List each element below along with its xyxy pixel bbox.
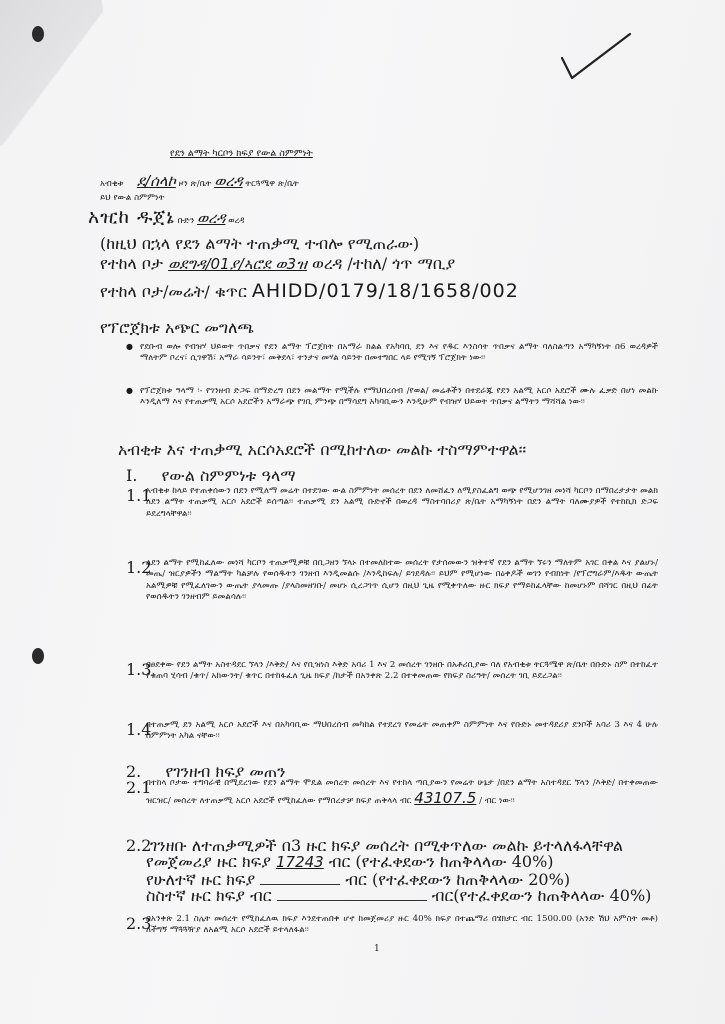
clause-1-3: በፀደቀው የደን ልማት አስተዳደር ኘላን /እቅድ/ እና የቢዝነስ እቅድ አባሪ 1 እና 2 መሰረት ገንዘቡ በአቶሪቢያው ባለ የአብቂቱ ትርጓሜዋ ጽ/ቤት በቡድኑ ስም በተከፈተ የቁጠባ ሂሳብ /ቁጥ/ አከውንት/ ቁጥር በተከፋፈለ ጊዜ ክፍያ /ከታች በአንቀጽ 2.2 በተቀመጠው የክፍያ ስሪዓት/ መሰረት ገቢ ይደረጋል፡፡ xyxy=(146,660,658,682)
agreement-line: አብቂቱ እና ተጠቃሚ አርሶአደሮች በሚከተለው መልኩ ተስማምተዋል፡፡ xyxy=(118,440,527,459)
payment-round-3: ስስተኛ ዙር ክፍያ ብር ብር(የተፈቀደውን ከጠቅላላው 40%) xyxy=(146,886,652,905)
project-summary-heading: የፕሮጀክቱ አጭር መግለጫ xyxy=(100,318,254,337)
clause-2-2-intro: ገንዘቡ ለተጠቃሚዎች በ3 ዙር ክፍያ መሰረት በሚቀጥለው መልኩ ይተላለፋላቸዋል xyxy=(150,836,624,855)
clause-1-4-number: 1.4 xyxy=(126,720,152,739)
clause-1-1-number: 1.1 xyxy=(126,486,152,505)
clause-1-4: በተጠቃሚ ደን አልሚ አርሶ አደሮች እና በአካባቢው ማህበረሰብ መካከል የተደረገ የመሬት መጠቀም ስምምነት እና የቡድኑ መተዳደሪያ ደንቦች አባሪ 3 እና 4 ሁሉ ስምምነት አካል ናቸው፡፡ xyxy=(146,720,658,742)
page-number: 1 xyxy=(374,944,380,954)
clause-1-2: ለደን ልማት የሚከፈለው መነሻ ካርቦን ተጠቃሚዎቹ በቢጋዘን ኘላኑ በተመለከተው መሰረት የታሰመውን ዝቅተኛ የደን ልማት ኘሩን ማለትም አገር በቀል እና ያልሆኑ/መጤ/ ዝርያዎችን ማልማት ካልቻሉ የወሰዱትን ገንዘብ እንዲመልሱ /እንዲከፍሉ/ ይገደዳሉ፡፡ ይህም የሚሆነው በዕቀዶች ወገን የብክነት /የፕሮግራም/እዱት ውጤት አልሚዎቹ የሚፈለገውን ውጤት ያላመጡ /ያላስመዘገቡ/ መሆኑ ሲረጋገጥ ሲሆን በዚህ ጊዜ የሚቀጥለው ዙር ክፍያ የማይከፈላቸው ከመሆኑም በሻገር በዚህ በፊት የወሰዱትን ገንዘብም ይመልሳሉ፡፡ xyxy=(146,558,658,603)
site-code-handwritten: AHIDD/0179/18/1658/002 xyxy=(251,280,519,302)
section-1-heading: I. የውል ስምምነቱ ዓላማ xyxy=(126,466,296,485)
clause-2-2-number: 2.2 xyxy=(126,836,152,855)
clause-1-3-number: 1.3 xyxy=(126,660,152,679)
clause-1-1: አብቂቱ ከላይ የተጠቀሰውን በደን የሚለማ መሬት በተደገው ውል ስምምነት መሰረት በደን ለመሸፈን ለሚያስፈልግ ወጭ የሚሆንገዘ መነሻ ካርቦን በማበረታታት መልክ ለደን ልማት ተጠቃሚ አርሶ አደሮች ይሰጣል፡፡ ተጠቃሚ ደን አልሚ ቡድኖች በወረዳ ማስተባበሪያ ጽ/ቤት አማካኝነት በደን ልማት ባለሙያዎች የተከኪክ ድጋፍ ይደረግላቸዋል፡፡ xyxy=(146,486,658,519)
woreda-handwritten: ወረዳ xyxy=(214,172,243,190)
punch-hole-top xyxy=(32,26,44,42)
total-payment-handwritten: 43107.5 xyxy=(414,789,477,808)
round-1-amount-handwritten: 17243 xyxy=(275,853,324,871)
section-2-heading: 2. የገንዘብ ክፍያ መጠን xyxy=(126,762,286,781)
clause-2-1: በተከላ ቦታው ተግባራዊ በሚደረገው የደን ልማት ሞዴል መሰረት መሰረት እና የተከላ ጣቢያውን የመሬት ሁኔታ /በደን ልማት አስተዳደር ኘላን /እቅድ/ በተቀመጠው ዝርዝር/ መሰረት ለተጠቃሚ አርሶ አደሮች የሚከፈለው የማበረታቻ ክፍያ ጠቅላላ ብር 43107.5 / ብር ነው፡፡ xyxy=(146,778,658,808)
clause-2-3: በአንቀጽ 2.1 ስሌት መሰረት የሚከፈለዉ ክፍያ እንደተጠበቀ ሆኖ ከመጀመሪያ ዙር 40% ክፍያ በተጨማሪ በሄክታር ብር 1500.00 (አንድ ሽህ አምስት መቶ) ለችግኝ ማጓጓዥያ ለአልሚ አርሶ አደሮች ይተላለፋል፡፡ xyxy=(146,914,658,936)
bullet-paragraph-1: ● የደቡብ ወሎ የብዝሃ ህይወት ጥበቃና የደን ልማት ፕሮጀክት በአማራ ክልል የአካባቢ ደን እና የዱር እንስሳት ጥበቃና ልማት ባለስልጣን አማካኝነት በ6 ወረዳዎች ማለትም ቦረና፣ ሲገዋሽ፣ አማራ ሳይንት፣ መቅደላ፣ ተንታና መሃል ሳይንት በመተግበር ላይ የሚገኝ ፕሮጀክት ነው፡፡ xyxy=(140,342,658,365)
clause-1-2-number: 1.2 xyxy=(126,558,152,577)
document-title: የደን ልማት ካርቦን ክፍያ የውል ስምምነት xyxy=(170,148,313,159)
intro-line: ይህ የውል ስምምነት xyxy=(100,193,165,203)
clause-2-1-number: 2.1 xyxy=(126,778,152,797)
checkmark-icon xyxy=(558,28,638,88)
site-code-row: የተከላ ቦታ/መሬት/ ቁጥር AHIDD/0179/18/1658/002 xyxy=(100,280,519,302)
payment-round-1: የመጀመሪያ ዙር ክፍያ 17243 ብር (የተፈቀደውን ከጠቅላላው 40%) xyxy=(146,852,554,871)
beneficiary-note: (ከዚህ በኋላ የደን ልማት ተጠቃሚ ተብሎ የሚጠራው) xyxy=(100,234,420,253)
paper-fold xyxy=(0,0,120,150)
seller-row: አብቂቱ ደ/ሰላኮ ዞን ጽ/ቤት ወረዳ ትርጓሜዋ ጽ/ቤት xyxy=(100,172,299,190)
site-handwritten: ወደግዳ/01ያ/ኣሮደ ወ3ዝ xyxy=(168,255,307,273)
payment-round-2: የሁለተኛ ዙር ክፍያ ብር (የተፈቀደውን ከጠቅላላው 20%) xyxy=(146,870,571,889)
plantation-site-row: የተከላ ቦታ ወደግዳ/01ያ/ኣሮደ ወ3ዝ ወረዳ /ተከለ/ ጎጥ ማቢያ xyxy=(100,254,456,273)
beneficiary-name-handwritten: አዢከ ዱጀኔ xyxy=(88,206,175,228)
clause-2-3-number: 2.3 xyxy=(126,914,152,933)
seller-handwritten: ደ/ሰላኮ xyxy=(136,172,176,190)
beneficiary-row: አዢከ ዱጀኔ ቡድን ወረዳ ወረዳ xyxy=(88,206,245,228)
punch-hole-bottom xyxy=(32,648,44,664)
bullet-paragraph-2: ● የፕሮጀክቱ ዓላማ ፡- የገንዘብ ድጋፍ በማድረግ በደን መልማት የሚችሉ የማህበረሰብ /የወል/ መሬቶችን በተደራጁ የደን አልሚ አርሶ አደሮች ሙሉ ፈቃድ በሆነ መልኩ እንዲለማ እና የተጠቃሚ አርሶ አደሮችን አማራጭ የገቢ ምንጭ በማሳደግ አካባቢውን እንዲሁም የብዝሃ ህይወት ጥበቃና ልማትን ማሻሻል ነው፡፡ xyxy=(140,386,658,409)
